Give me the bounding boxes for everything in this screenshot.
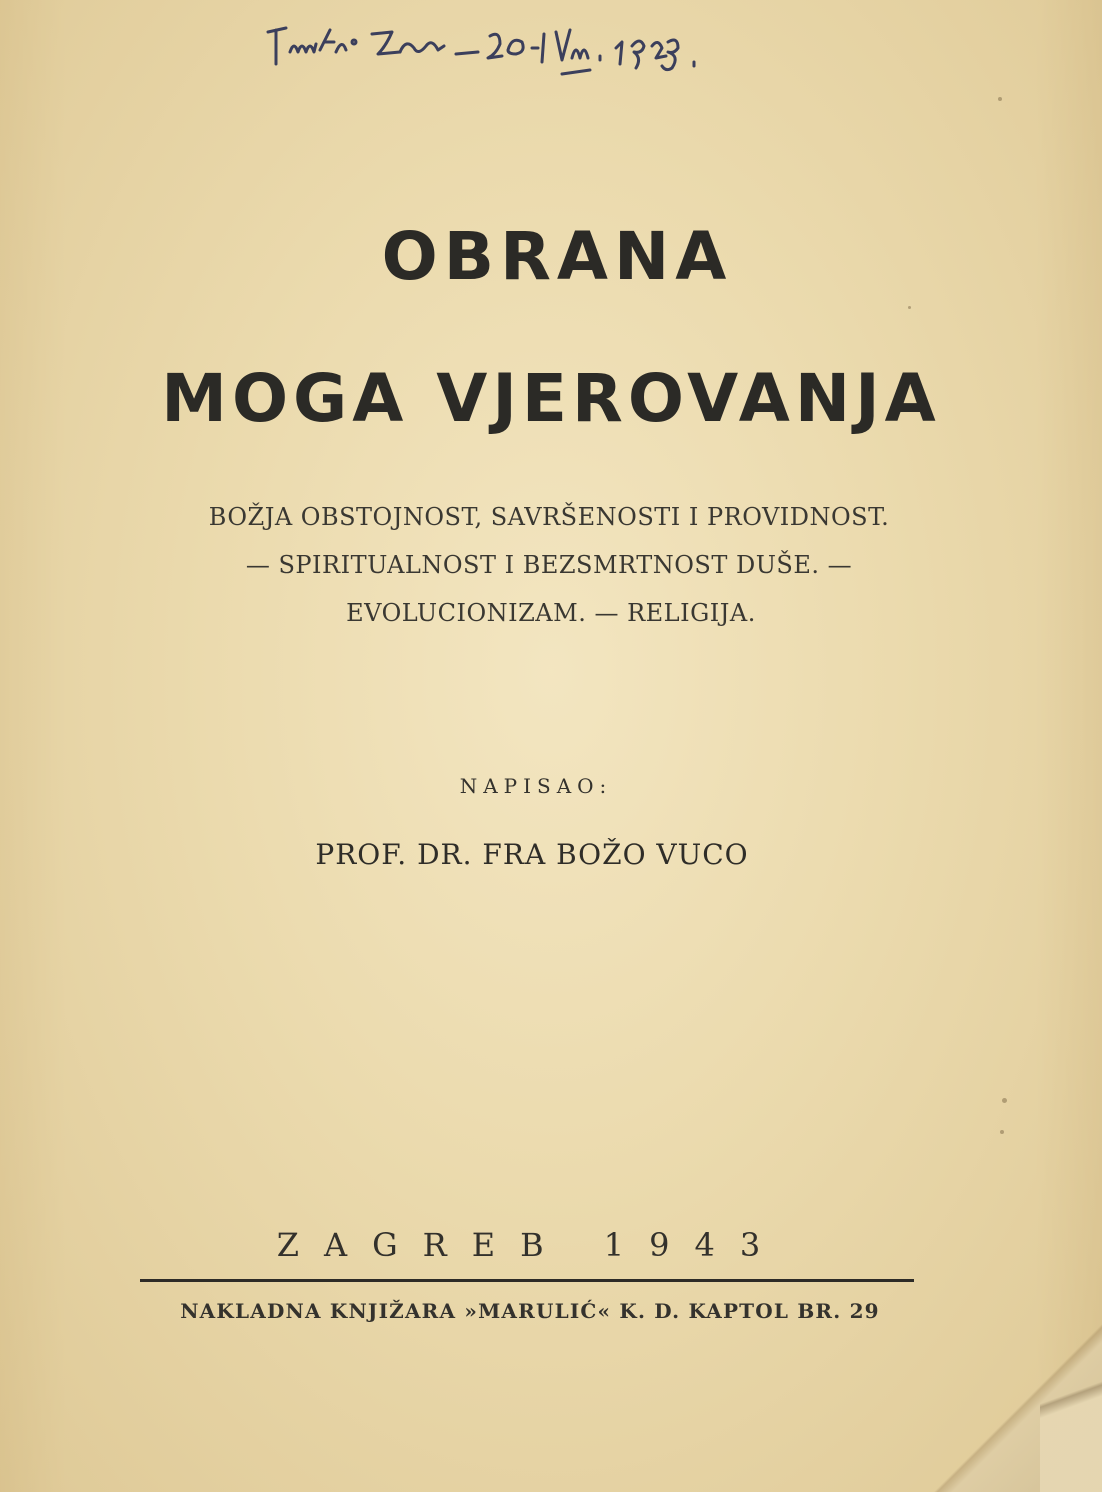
paper-spot [998,97,1002,101]
divider-rule [140,1279,914,1282]
publisher-line: NAKLADNA KNJIŽARA »MARULIĆ« K. D. KAPTOL BR. 29 [180,1299,880,1323]
folded-corner-edge [1040,1330,1102,1492]
handwritten-inscription [262,12,732,102]
subtitle-line-1: BOŽJA OBSTOJNOST, SAVRŠENOSTI I PROVIDNOST. [208,503,890,531]
place-year: ZAGREB 1943 [276,1226,786,1264]
paper-spot [1002,1098,1007,1103]
title-line-2: MOGA VJEROVANJA [161,360,941,437]
paper-spot [908,306,911,309]
paper-spot [1000,1130,1004,1134]
subtitle-line-3: EVOLUCIONIZAM. — RELIGIJA. [346,599,756,627]
byline-label: NAPISAO: [459,774,613,798]
author-name: PROF. DR. FRA BOŽO VUCO [315,838,749,871]
title-line-1: OBRANA [381,218,733,295]
subtitle-line-2: — SPIRITUALNOST I BEZSMRTNOST DUŠE. — [245,551,853,579]
